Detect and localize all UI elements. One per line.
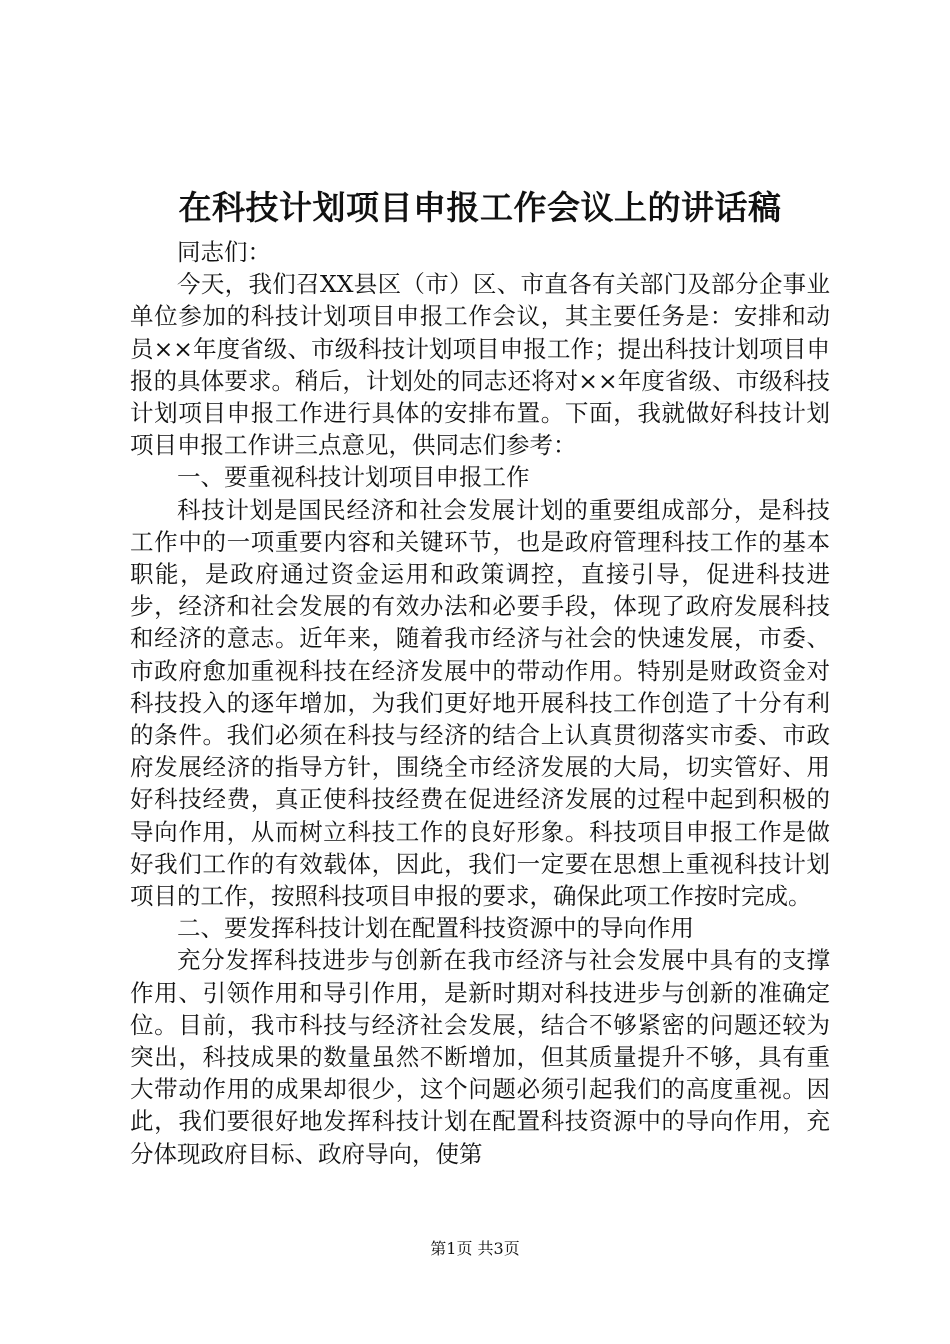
section-2-paragraph: 充分发挥科技进步与创新在我市经济与社会发展中具有的支撑作用、引领作用和导引作用，是新时期对科技进步与创新的准确定位。目前，我市科技与经济社会发展，结合不够紧密的问题还较为突出，科技成果的数量虽然不断增加，但其质量提升不够，具有重大带动作用的成果却很少，这个问题必须引起我们的高度重视。因此，我们要很好地发挥科技计划在配置科技资源中的导向作用，充分体现政府目标、政府导向，使第 [130, 946, 830, 1168]
document-body [130, 236, 830, 1170]
page-number-footer: 第1页 共3页 [430, 1239, 520, 1258]
document-title: 在科技计划项目申报工作会议上的讲话稿 [178, 188, 782, 227]
intro-paragraph: 今天，我们召XX县区（市）区、市直各有关部门及部分企事业单位参加的科技计划项目申报工作会议，其主要任务是：安排和动员××年度省级、市级科技计划项目申报工作；提出科技计划项目申报的具体要求。稍后，计划处的同志还将对××年度省级、市级科技计划项目申报工作进行具体的安排布置。下面，我就做好科技计划项目申报工作讲三点意见，供同志们参考： [130, 270, 830, 460]
section-1-paragraph: 科技计划是国民经济和社会发展计划的重要组成部分，是科技工作中的一项重要内容和关键环节，也是政府管理科技工作的基本职能，是政府通过资金运用和政策调控，直接引导，促进科技进步，经济和社会发展的有效办法和必要手段，体现了政府发展科技和经济的意志。近年来，随着我市经济与社会的快速发展，市委、市政府愈加重视科技在经济发展中的带动作用。特别是财政资金对科技投入的逐年增加，为我们更好地开展科技工作创造了十分有利的条件。我们必须在科技与经济的结合上认真贯彻落实市委、市政府发展经济的指导方针，围绕全市经济发展的大局，切实管好、用好科技经费，真正使科技经费在促进经济发展的过程中起到积极的导向作用，从而树立科技工作的良好形象。科技项目申报工作是做好我们工作的有效载体，因此，我们一定要在思想上重视科技计划项目的工作，按照科技项目申报的要求，确保此项工作按时完成。 [130, 495, 830, 911]
section-heading-2: 二、要发挥科技计划在配置科技资源中的导向作用 [177, 914, 694, 943]
salutation: 同志们： [177, 238, 271, 266]
section-heading-1: 一、要重视科技计划项目申报工作 [177, 463, 530, 492]
